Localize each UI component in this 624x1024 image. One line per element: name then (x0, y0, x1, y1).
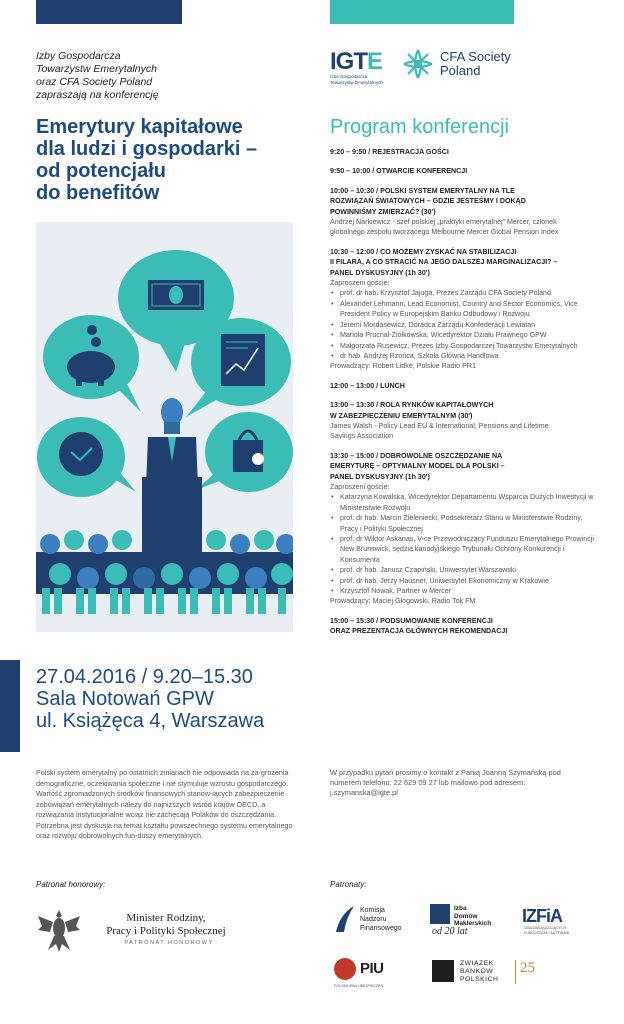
knf-line: Finansowego (360, 925, 402, 932)
idm-mark-icon (430, 904, 450, 924)
igte-subtitle-line: Izba Gospodarcza (330, 74, 368, 79)
minister-line: Minister Rodziny, (126, 912, 206, 924)
piu-mark-icon (334, 958, 356, 980)
program-session-heading: ROZWIĄZAŃ ŚWIATOWYCH – GDZIE JESTEŚMY I DOKĄD (330, 197, 526, 206)
izfia-subtitle-line: FUNDUSZAMI I AKTYWAMI (524, 930, 570, 935)
zbp-line: BANKÓW (460, 968, 494, 975)
conference-illustration (36, 222, 293, 632)
contact-info: W przypadku pytań prosimy o kontakt z Panią Joanną Szymańską pod numerem telefonu: 22 629 09 27 lub mailowo pod adresem: j.szymanska@igte.pl (330, 768, 561, 797)
program-list (330, 147, 600, 637)
patrons-label: Patronaty: (330, 880, 367, 889)
idm-line: Domów (454, 912, 478, 920)
guest-item: • prof. dr hab. Jerzy Hausner, Uniwersytet Ekonomiczny w Krakowie (330, 576, 600, 586)
program-session-heading: PANEL DYSKUSYJNY (1h 30') (330, 268, 430, 277)
guest-item: • Małgorzata Rusewicz, Prezes Izby Gospodarczej Towarzystw Emerytalnych (330, 341, 600, 351)
zbp-mark-icon (432, 960, 454, 982)
minister-line: Pracy i Polityki Społecznej (106, 925, 226, 937)
speaker-figure (142, 398, 202, 557)
igte-subtitle-line: Towarzystw Emerytalnych (330, 80, 383, 85)
top-right-color-bar (330, 0, 514, 24)
izfia-subtitle-line: IZBA ZARZĄDZAJĄCYCH (524, 926, 567, 930)
izfia-logo-text: IZFiA (522, 906, 562, 926)
shopping-bag-bubble (196, 412, 293, 492)
guest-item: • dr hab. Andrzej Rzońca, Szkoła Główna Handlowa (330, 351, 600, 361)
polish-eagle-emblem-icon (36, 904, 82, 954)
event-details (36, 666, 306, 732)
conference-description: Polski system emerytalny po ostatnich zmianach nie odpowiada na za-grożenia demograficzne, oczekiwania społeczne i nie stymuluje wzrostu gospodarczego. Wartość zgromadzonych środków finansowych stanow-iących zabezpieczenie zobowiązań emerytalnych należy do najniższych wśród krajów OECD, a rozwiązania instytucjonalne wciąż nie zachęcają Polaków do oszczędzania. Potrzebna jest dyskusja na temat kształtu powszechnego systemu emerytalnego oraz rozwoju dobrowolnych fun-duszy emerytalnych. (36, 768, 293, 840)
igte-subtitle (330, 74, 390, 86)
guest-item: • Mariola Prucnal-Ziółkowska, Wicedyrektor Działu Prawnego GPW (330, 330, 600, 340)
illustration-graphic (36, 222, 293, 632)
knf-line: Komisja (360, 907, 385, 914)
title-line: od potencjału (36, 160, 166, 182)
guest-item: • Katarzyna Kowalska, Wicedyrektor Departamentu Wsparcia Dużych Inwestycji w Ministerstwie Rozwoju (330, 492, 600, 513)
invitation-line: zapraszają na konferencję (36, 89, 159, 101)
guest-item: • prof. dr hab. Janusz Czapiński, Uniwersytet Warszawski (330, 565, 600, 575)
invitation-line: Towarzystw Emerytalnych (36, 63, 157, 75)
idm-line: Maklerskich (454, 920, 492, 927)
zbp-logo-text (460, 960, 498, 984)
program-session-heading: 13:00 – 13:30 / ROLA RYNKÓW KAPITAŁOWYCH (330, 401, 494, 410)
knf-mark-icon (332, 904, 356, 934)
izfia-subtitle (524, 926, 579, 935)
knf-logo-text (360, 906, 402, 933)
minister-logo-text (106, 912, 226, 938)
invitation-line: Izby Gospodarcza (36, 50, 121, 62)
program-speaker: James Walsh - Policy Lead EU & International, Pensions and Lifetime (330, 421, 549, 430)
program-session-heading: 10:30 – 12:00 / CO MOŻEMY ZYSKAĆ NA STABILIZACJI (330, 247, 517, 256)
zbp-line: POLSKICH (460, 976, 499, 983)
knf-logo (332, 904, 412, 938)
honorary-patronage-label: Patronat honorowy: (36, 880, 106, 889)
guest-item: • prof. dr hab. Marcin Zieleniecki, Podsekretarz Stanu w Ministerstwie Rodziny, Pracy i Polityki Społecznej (330, 513, 600, 534)
program-session-lunch: 12:00 – 13:00 / LUNCH (330, 381, 405, 390)
title-line: dla ludzi i gospodarki – (36, 138, 258, 160)
izfia-logo (522, 906, 582, 938)
piu-logo (334, 958, 416, 992)
event-address: ul. Książęca 4, Warszawa (36, 710, 265, 732)
igte-logo-word: IGT (330, 48, 367, 75)
top-left-color-bar (36, 0, 182, 24)
minister-subtitle: PATRONAT HONOROWY (124, 940, 214, 946)
piggy-bank-bubble (43, 315, 141, 412)
zbp-divider (515, 960, 516, 984)
igte-logo (330, 48, 382, 76)
moderator: Prowadzący: Maciej Głogowski, Radio Tok FM (330, 597, 476, 606)
side-accent-bar (0, 660, 20, 752)
program-title: Program konferencji (330, 116, 509, 138)
guest-list (330, 492, 600, 596)
title-line: do benefitów (36, 182, 160, 204)
guest-item: • Krzysztof Nowak, Partner w Mercer (330, 586, 600, 596)
program-speaker: Andrzej Narkiewicz - szef polskiej „praktyki emerytalnej” Mercer, członek (330, 218, 557, 227)
idm-anniversary: od 20 lat (432, 926, 468, 937)
event-date-time: 27.04.2016 / 9.20–15.30 (36, 666, 253, 688)
piu-subtitle: POLSKA IZBA UBEZPIECZEŃ (334, 984, 384, 988)
zbp-line: ZWIĄZEK (460, 960, 494, 967)
conference-title (36, 116, 296, 204)
guest-item: • Alexander Lehmann, Lead Economist, Country and Sector Economics, Vice President Policy w Europejskim Banku Odbudowy i Rozwoju (330, 299, 600, 320)
program-session-heading: PANEL DYSKUSYJNY (1h 30') (330, 472, 430, 481)
guest-list (330, 288, 600, 361)
program-session-opening: 9:50 – 10:00 / OTWARCIE KONFERENCJI (330, 167, 468, 176)
idm-logo (430, 904, 502, 940)
cfa-globe-icon (402, 48, 434, 80)
zbp-anniversary: 25 (520, 960, 535, 976)
program-session-heading: ORAZ PREZENTACJA GŁÓWNYCH REKOMENDACJI (330, 627, 508, 636)
cfa-logo-line: Poland (440, 63, 481, 78)
minister-patronage (36, 900, 276, 960)
idm-logo-text (454, 905, 491, 928)
piu-logo-text: PIU (360, 960, 384, 977)
guests-label: Zaproszeni goście: (330, 482, 390, 491)
invitation-line: oraz CFA Society Poland (36, 76, 153, 88)
guest-item: • prof. dr Wiktor Askanas, V-ce Przewodniczący Funduszu Emerytalnego Prowincji New Brunswick, sędzia kanadyjskiego Trybunału Ochrony Konkurencji i Konsumenta (330, 534, 600, 565)
program-session-heading: W ZABEZPIECZENIU EMERYTALNYM (30') (330, 411, 473, 420)
clock-bubble (37, 417, 136, 497)
zbp-logo (432, 960, 542, 988)
cfa-logo-line: CFA Society (440, 49, 511, 64)
program-session-heading: 15:00 – 15:30 / PODSUMOWANIE KONFERENCJI (330, 616, 493, 625)
title-line: Emerytury kapitałowe (36, 116, 243, 138)
organizer-logos (330, 46, 580, 92)
guests-label: Zaproszeni goście: (330, 279, 390, 288)
program-session-heading: POWINNIŚMY ZMIERZAĆ? (30') (330, 207, 436, 216)
moderator: Prowadzący: Robert Lidke, Polskie Radio PR1 (330, 362, 476, 371)
program-session-registration: 9:20 – 9:50 / REJESTRACJA GOŚCI (330, 148, 449, 156)
cfa-logo-text (440, 50, 511, 78)
program-speaker: Savings Association (330, 432, 394, 441)
event-venue: Sala Notowań GPW (36, 688, 214, 710)
program-session-heading: EMERYTURĘ – OPTYMALNY MODEL DLA POLSKI – (330, 462, 505, 471)
invitation-text (36, 50, 266, 102)
guest-item: • Jeremi Mordasewicz, Doradca Zarządu Konfederacji Lewiatan (330, 320, 600, 330)
program-session-heading: 13:30 – 15:00 / DOBROWOLNE OSZCZĘDZANIE NA (330, 451, 503, 460)
program-session-heading: II FILARA, A CO STRACIĆ NA JEGO DALSZEJ MARGINALIZACJI? – (330, 258, 558, 267)
program-session-heading: 10:00 – 10:30 / POLSKI SYSTEM EMERYTALNY NA TLE (330, 186, 515, 195)
knf-line: Nadzoru (360, 916, 387, 923)
guest-item: • prof. dr hab. Krzysztof Jajuga, Prezes Zarządu CFA Society Poland (330, 288, 600, 298)
igte-logo-e: E (367, 48, 383, 75)
idm-line: Izba (454, 905, 467, 912)
program-speaker: globalnego zespołu tworzącego Melbourne Mercer Global Pension Index (330, 228, 559, 237)
